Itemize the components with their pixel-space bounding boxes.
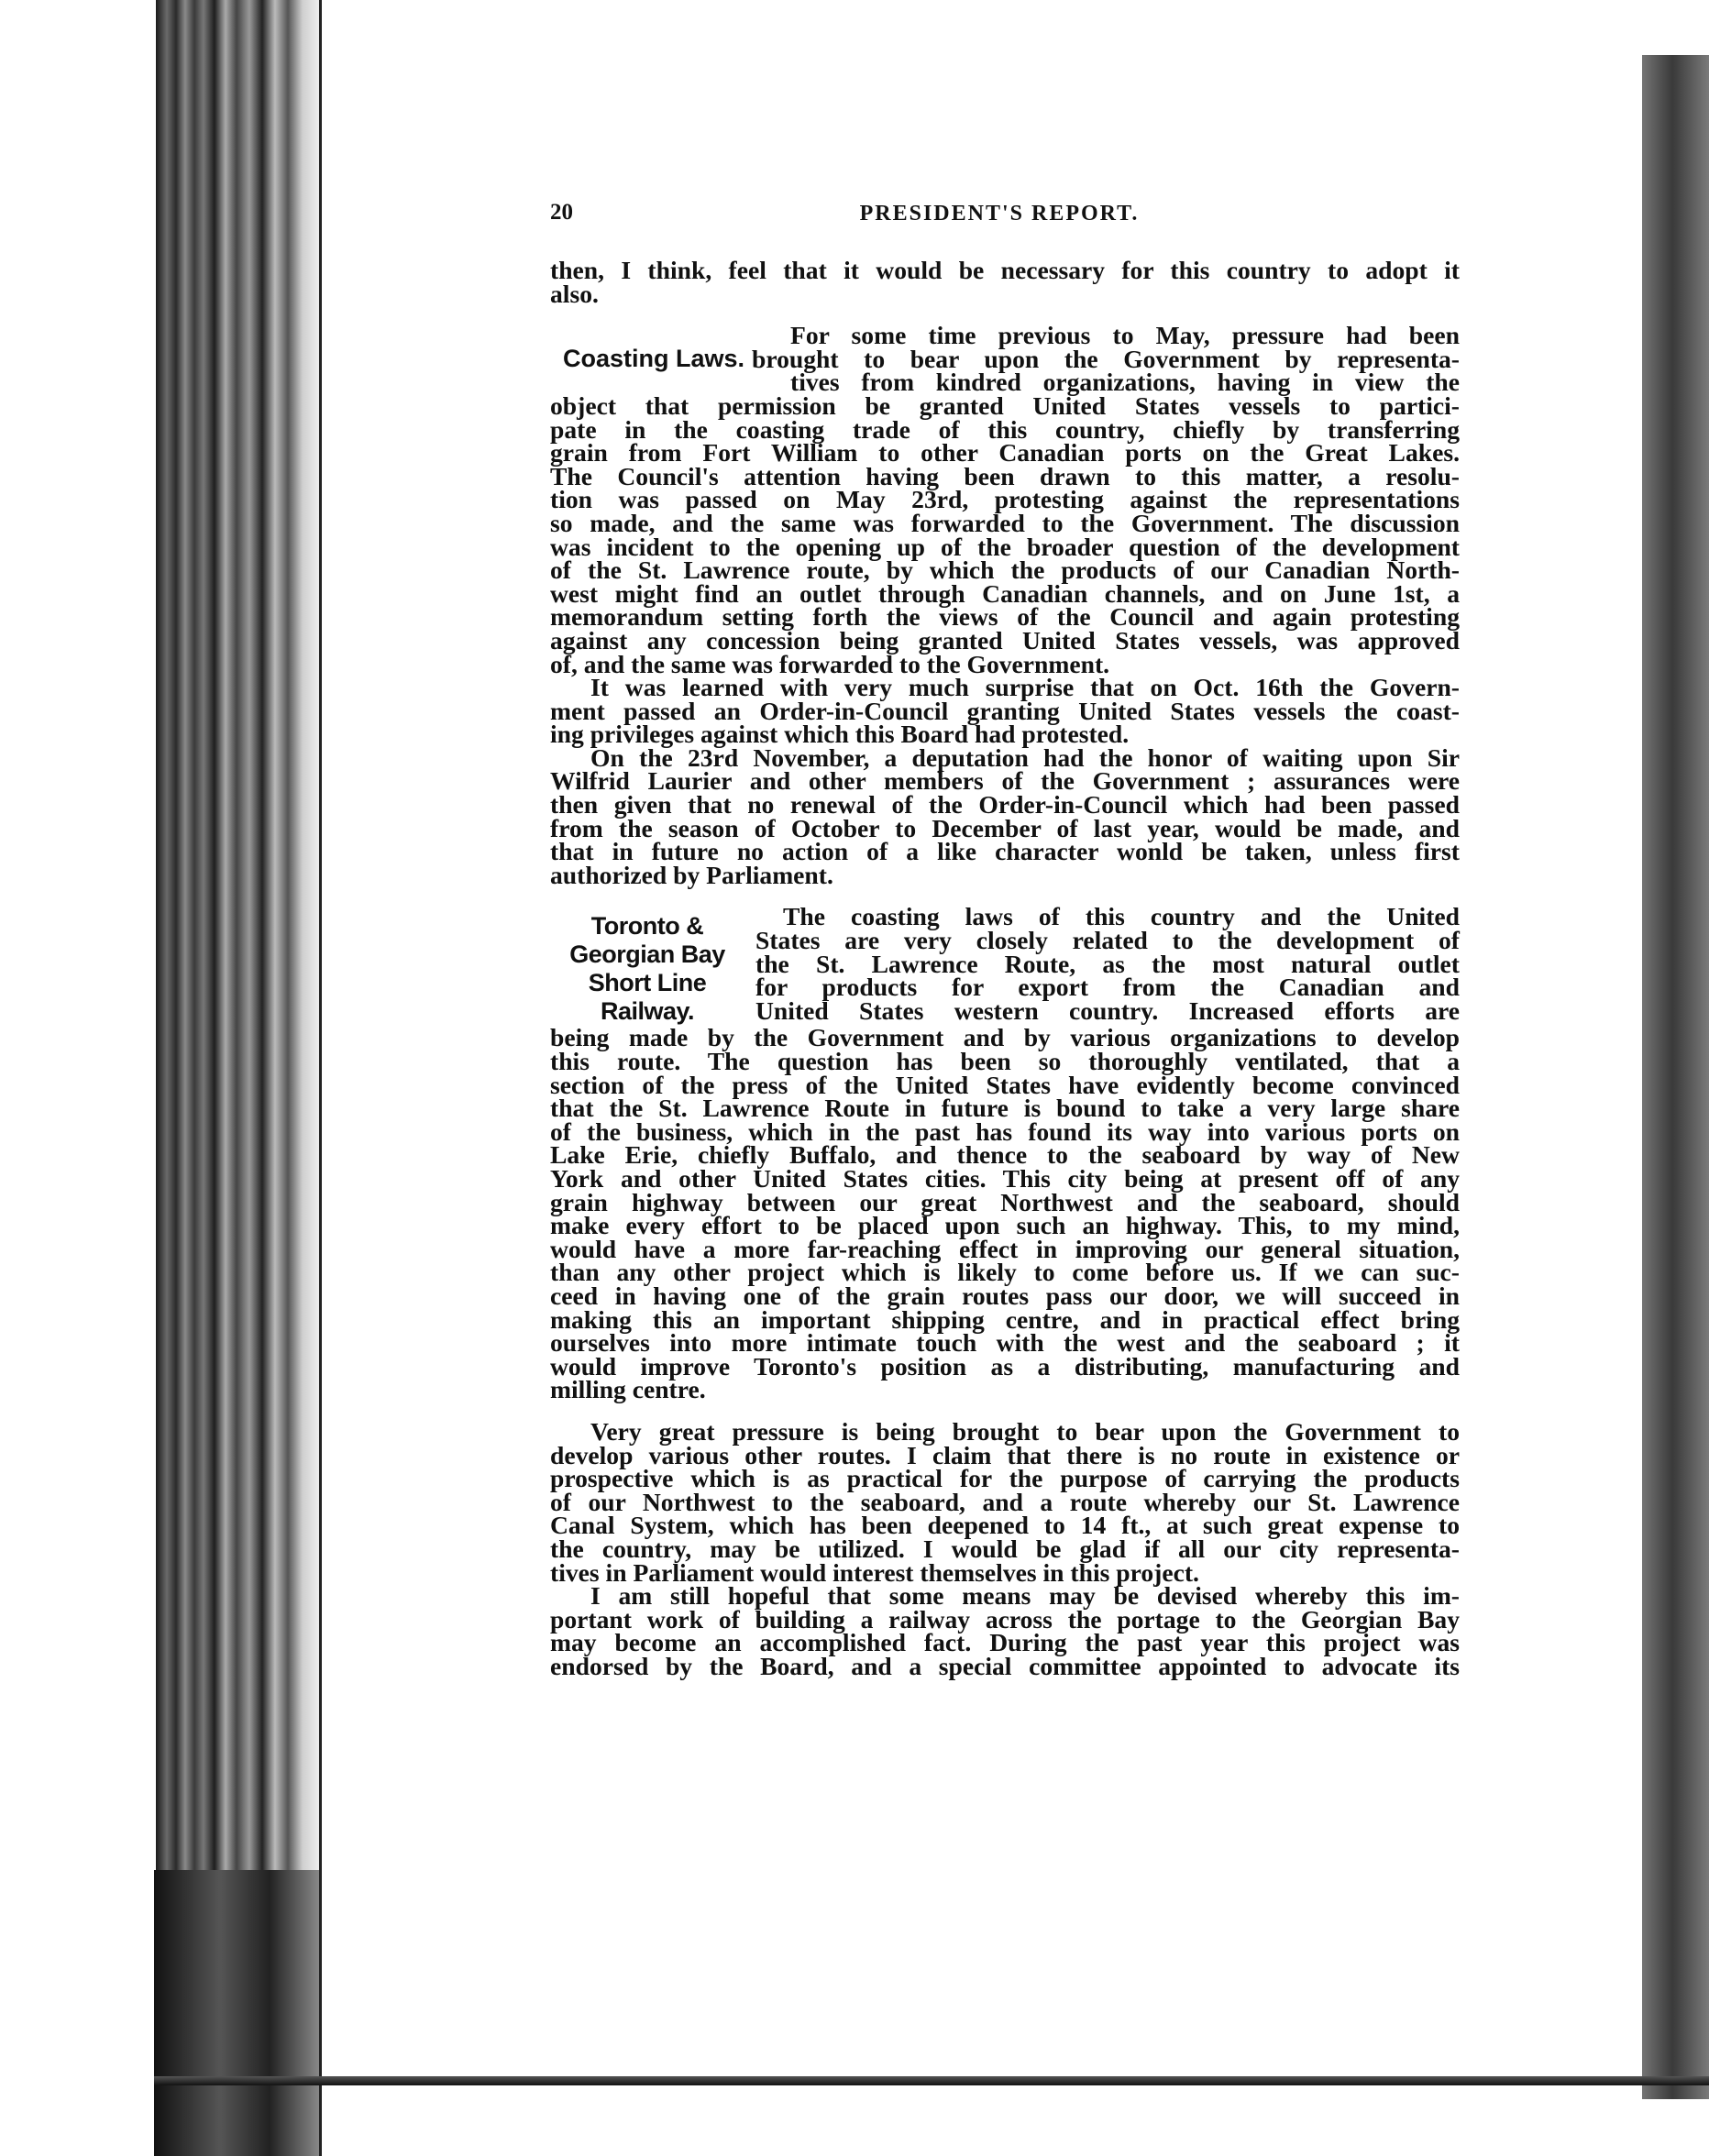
text-line: For some time previous to May, pressure had been [790,321,1460,350]
text-line: this route. The question has been so thoroughly ventilated, that a [550,1047,1460,1076]
text-line: grain highway between our great Northwest and the seaboard, should [550,1187,1460,1216]
text-line: make every effort to be placed upon such an highway. This, to my mind, [550,1211,1460,1240]
text-line: ceed in having one of the grain routes pass our door, we will succeed in [550,1281,1460,1310]
text-line: being made by the Government and by various organizations to develop [550,1023,1460,1052]
text-line: against any concession being granted United States vessels, was approved [550,625,1460,654]
text-line: pate in the coasting trade of this country, chiefly by transferring [550,414,1460,444]
text-line: from the season of October to December of last year, would be made, and [550,813,1460,842]
paragraph-pressure [550,1416,1460,1587]
page-number: 20 [550,200,573,225]
text-line: object that permission be granted United States vessels to partici- [550,390,1460,420]
page-bottom-edge [154,2076,1709,2085]
text-line: ing privileges against which this Board had protested. [550,720,1130,749]
text-line: of the St. Lawrence route, by which the products of our Canadian North- [550,556,1460,585]
side-heading-coasting-laws: Coasting Laws. [563,344,745,372]
coasting-laws-section [550,321,1460,678]
paragraph-nov [550,742,1460,889]
text-line: of, and the same was forwarded to the Government. [550,649,1110,678]
book-binding-edge [119,0,319,2156]
running-head: PRESIDENT'S REPORT. [859,202,1140,226]
text-line: was incident to the opening up of the broader question of the development [550,532,1460,561]
text-line: The Council's attention having been drawn to this matter, a resolu- [550,461,1460,490]
text-line: develop various other routes. I claim that there is no route in existence or [550,1440,1460,1469]
text-line: milling centre. [550,1375,706,1404]
text-line: United States western country. Increased efforts are [755,996,1460,1025]
text-line: would have a more far-reaching effect in improving our general situation, [550,1234,1460,1263]
text-line: memorandum setting forth the views of the Council and again protesting [550,602,1460,632]
railway-side-lines [755,902,1460,1025]
text-line: then, I think, feel that it would be necessary for this country to adopt it [550,256,1460,284]
text-line: I am still hopeful that some means may be devised whereby this im- [590,1581,1460,1611]
side-heading-line: Railway. [600,997,695,1026]
text-line: of the business, which in the past has found its way into various ports on [550,1116,1460,1146]
text-line: tives from kindred organizations, having in view the [790,368,1460,397]
text-line: Lake Erie, chiefly Buffalo, and thence to the seaboard by way of New [550,1140,1460,1170]
text-line: York and other United States cities. This city being at present off of any [550,1164,1460,1193]
opening-paragraph [550,256,1460,308]
side-heading-line: Toronto & [590,912,704,940]
text-line: ment passed an Order-in-Council granting United States vessels the coast- [550,696,1460,725]
railway-section [550,902,1460,1404]
text-line: States are very closely related to the development of [755,926,1460,955]
text-line: making this an important shipping centre, and in practical effect bring [550,1304,1460,1334]
body-text [550,258,1460,1678]
paragraph-hopeful [550,1581,1460,1680]
text-line: west might find an outlet through Canadian channels, and on June 1st, a [550,578,1460,608]
text-line: than any other project which is likely to come before us. If we can suc- [550,1258,1460,1287]
side-heading-line: Georgian Bay [569,940,725,969]
text-line: of our Northwest to the seaboard, and a route whereby our St. Lawrence [550,1487,1460,1516]
text-line: that the St. Lawrence Route in future is bound to take a very large share [550,1094,1460,1123]
text-line: Wilfrid Laurier and other members of the Government ; assurances were [550,766,1460,796]
text-line: that in future no action of a like character wonld be taken, unless first [550,837,1460,866]
book-cover-edge [154,1870,319,2156]
text-line: section of the press of the United States have evidently become convinced [550,1070,1460,1099]
text-line: tives in Parliament would interest themselves in this project. [550,1557,1199,1587]
text-line: grain from Fort William to other Canadian ports on the Great Lakes. [550,438,1460,468]
text-line: tion was passed on May 23rd, protesting against the representations [550,485,1460,514]
text-line: It was learned with very much surprise that on Oct. 16th the Govern- [590,673,1460,702]
text-line: may become an accomplished fact. During the past year this project was [550,1628,1460,1657]
side-heading-line: Short Line [588,969,707,997]
text-line: the St. Lawrence Route, as the most natural outlet [755,949,1460,978]
text-line: Canal System, which has been deepened to 14 ft., at such great expense to [550,1511,1460,1540]
text-line: portant work of building a railway across the portage to the Georgian Bay [550,1604,1460,1634]
text-line: Very great pressure is being brought to bear upon the Government to [590,1416,1460,1446]
text-line-part: brought to bear upon the Government by representa- [752,344,1460,373]
text-line: The coasting laws of this country and the United [783,902,1460,931]
text-line: ourselves into more intimate touch with the west and the seaboard ; it [550,1328,1460,1358]
text-line: endorsed by the Board, and a special committee appointed to advocate its [550,1651,1460,1680]
text-line: for products for export from the Canadian and [755,973,1460,1002]
text-line: so made, and the same was forwarded to the Government. The discussion [550,508,1460,537]
text-line: the country, may be utilized. I would be glad if all our city representa- [550,1534,1460,1563]
text-line: would improve Toronto's position as a distributing, manufacturing and [550,1351,1460,1380]
page-header [550,200,1449,236]
text-line: authorized by Parliament. [550,860,833,889]
text-line: then given that no renewal of the Order-in-Council which had been passed [550,790,1460,820]
text-line: also. [550,279,599,308]
side-heading-railway [550,912,744,1026]
paragraph-oct [550,673,1460,749]
text-line: On the 23rd November, a deputation had the honor of waiting upon Sir [590,742,1460,772]
text-line: prospective which is as practical for the purpose of carrying the products [550,1464,1460,1493]
